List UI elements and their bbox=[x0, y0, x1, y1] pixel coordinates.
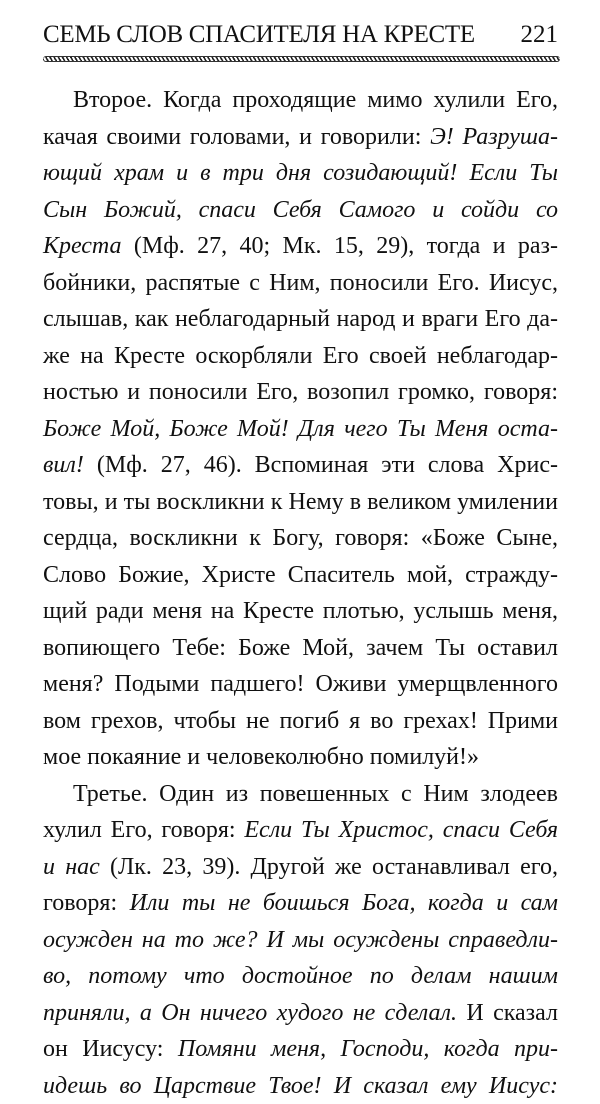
text-line bbox=[43, 1068, 558, 1104]
text-segment: говоря: bbox=[43, 890, 130, 916]
italic-quote: осужден на то же? И мы осуждены справедли- bbox=[43, 927, 558, 953]
text-segment: он Иисусу: bbox=[43, 1036, 178, 1062]
decorative-rope-rule bbox=[43, 56, 560, 62]
italic-quote: ющий храм и в три дня созидающий! Если Ты bbox=[43, 160, 558, 186]
text-line bbox=[43, 849, 558, 886]
text-line bbox=[43, 374, 558, 411]
italic-quote: Если Ты Христос, спаси Себя bbox=[244, 817, 558, 843]
italic-quote: приняли, а Он ничего худого не сделал. bbox=[43, 1000, 457, 1026]
text-segment: мое покаяние и человеколюбно помилуй!» bbox=[43, 744, 479, 770]
text-line bbox=[43, 557, 558, 594]
text-segment: сердца, воскликни к Богу, говоря: «Боже Сыне, bbox=[43, 525, 558, 551]
text-segment: (Лк. 23, 39). Другой же останавливал его, bbox=[100, 854, 558, 880]
body-text bbox=[43, 82, 558, 1104]
text-line bbox=[43, 484, 558, 521]
text-line bbox=[43, 301, 558, 338]
text-segment: вом грехов, чтобы не погиб я во грехах! Прими bbox=[43, 708, 558, 734]
text-line bbox=[43, 192, 558, 229]
italic-quote: идешь во Царствие Твое! И сказал ему Иисус: bbox=[43, 1073, 558, 1099]
italic-quote: Или ты не боишься Бога, когда и сам bbox=[130, 890, 558, 916]
page-header bbox=[43, 18, 558, 52]
text-line bbox=[43, 703, 558, 740]
text-line bbox=[43, 82, 558, 119]
text-segment: ностью и поносили Его, возопил громко, говоря: bbox=[43, 379, 558, 405]
italic-quote: Сын Божий, спаси Себя Самого и сойди со bbox=[43, 197, 558, 223]
text-segment: Второе. Когда проходящие мимо хулили Его, bbox=[73, 87, 558, 113]
italic-quote: и нас bbox=[43, 854, 100, 880]
text-line bbox=[43, 630, 558, 667]
italic-quote: вил! bbox=[43, 452, 84, 478]
text-line bbox=[43, 739, 558, 776]
text-line bbox=[43, 812, 558, 849]
italic-quote: Боже Мой, Боже Мой! Для чего Ты Меня оста- bbox=[43, 416, 558, 442]
text-segment: же на Кресте оскорбляли Его своей неблагодар- bbox=[43, 343, 558, 369]
text-line bbox=[43, 520, 558, 557]
text-line bbox=[43, 338, 558, 375]
text-line bbox=[43, 411, 558, 448]
text-line bbox=[43, 1031, 558, 1068]
page-number: 221 bbox=[521, 18, 559, 52]
text-segment: Слово Божие, Христе Спаситель мой, стражду- bbox=[43, 562, 558, 588]
text-line bbox=[43, 228, 558, 265]
text-line bbox=[43, 447, 558, 484]
text-line bbox=[43, 958, 558, 995]
text-line bbox=[43, 666, 558, 703]
text-line bbox=[43, 885, 558, 922]
italic-quote: Помяни меня, Господи, когда при- bbox=[178, 1036, 558, 1062]
running-title: СЕМЬ СЛОВ СПАСИТЕЛЯ НА КРЕСТЕ bbox=[43, 18, 475, 52]
text-segment: слышав, как неблагодарный народ и враги Его да- bbox=[43, 306, 558, 332]
text-line bbox=[43, 265, 558, 302]
text-segment: хулил Его, говоря: bbox=[43, 817, 244, 843]
text-line bbox=[43, 776, 558, 813]
text-segment: качая своими головами, и говорили: bbox=[43, 124, 430, 150]
text-segment: вопиющего Тебе: Боже Мой, зачем Ты оставил bbox=[43, 635, 558, 661]
text-line bbox=[43, 155, 558, 192]
italic-quote: во, потому что достойное по делам нашим bbox=[43, 963, 558, 989]
text-segment: товы, и ты воскликни к Нему в великом умилении bbox=[43, 489, 558, 515]
text-segment: бойники, распятые с Ним, поносили Его. Иисус, bbox=[43, 270, 558, 296]
text-segment: щий ради меня на Кресте плотью, услышь меня, bbox=[43, 598, 558, 624]
italic-quote: Э! Разруша- bbox=[430, 124, 558, 150]
text-segment: Третье. Один из повешенных с Ним злодеев bbox=[73, 781, 558, 807]
text-segment: (Мф. 27, 40; Мк. 15, 29), тогда и раз- bbox=[122, 233, 558, 259]
text-line bbox=[43, 995, 558, 1032]
text-line bbox=[43, 119, 558, 156]
text-segment: И сказал bbox=[457, 1000, 558, 1026]
text-line bbox=[43, 922, 558, 959]
text-line bbox=[43, 593, 558, 630]
italic-quote: Креста bbox=[43, 233, 122, 259]
text-segment: (Мф. 27, 46). Вспоминая эти слова Хрис- bbox=[84, 452, 558, 478]
text-segment: меня? Подыми падшего! Оживи умерщвленного bbox=[43, 671, 558, 697]
